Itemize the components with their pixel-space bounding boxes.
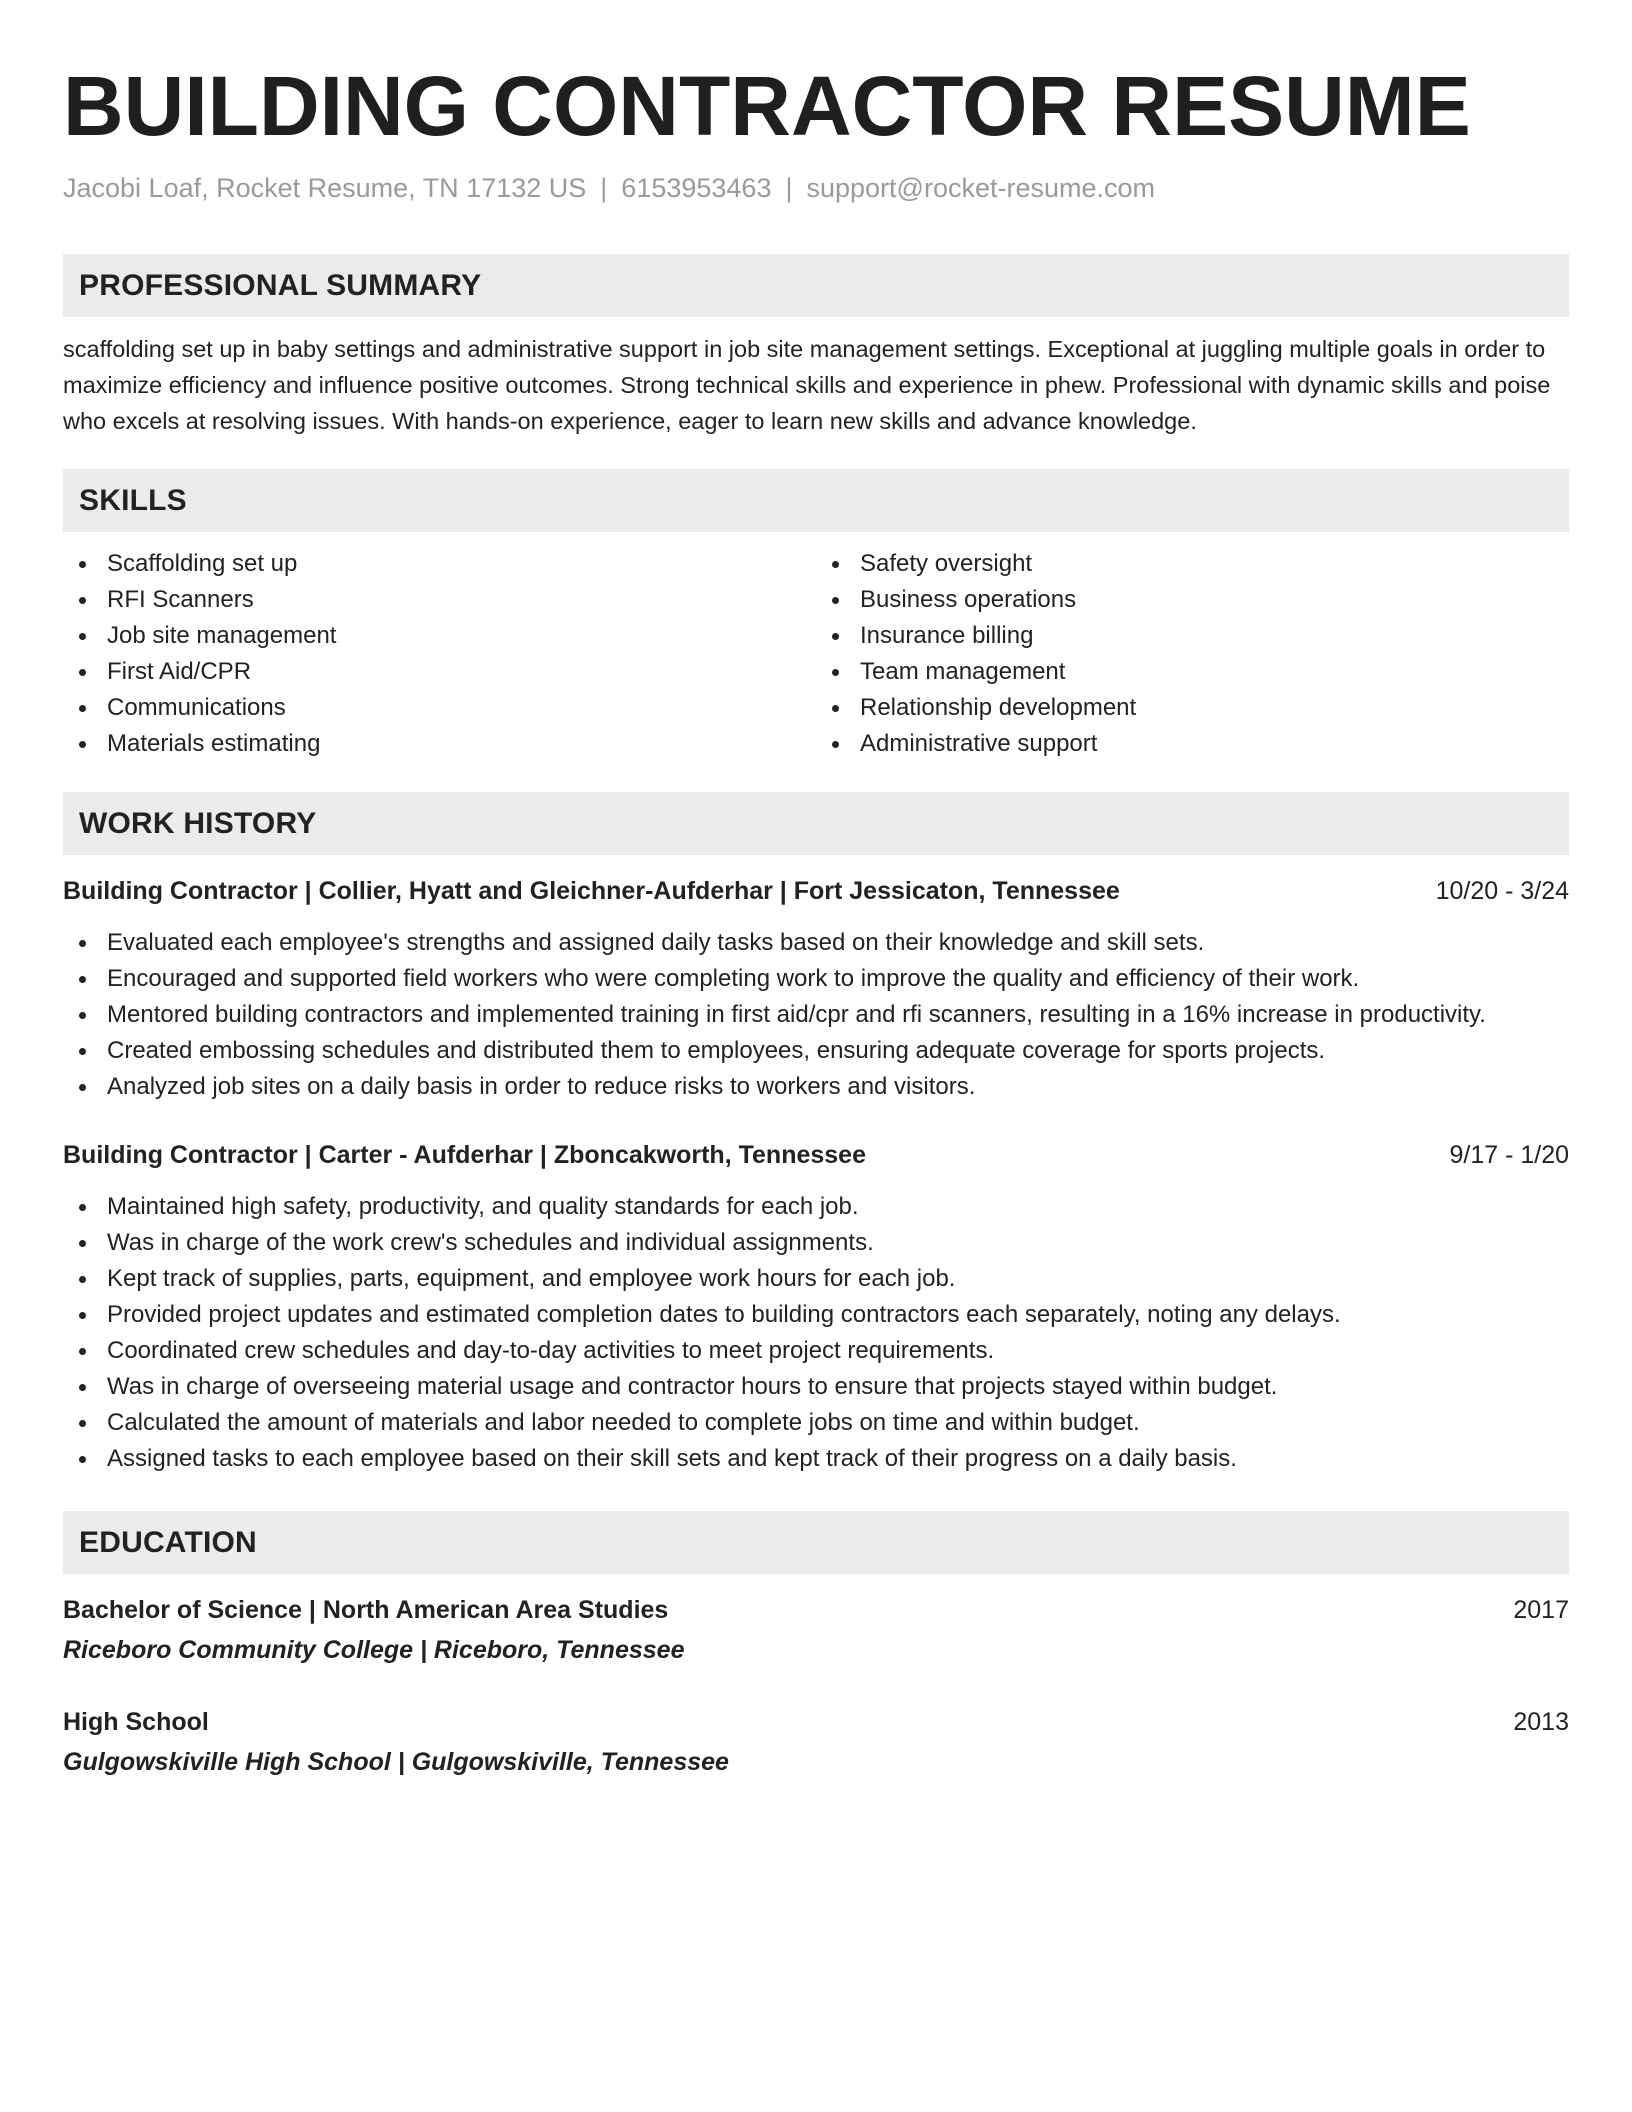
skill-item: Insurance billing xyxy=(816,618,1569,654)
job-header xyxy=(63,1137,1569,1173)
skill-item: Communications xyxy=(63,690,816,726)
job-dates: 10/20 - 3/24 xyxy=(1435,877,1569,905)
education-heading: EDUCATION xyxy=(63,1511,1569,1574)
summary-heading: PROFESSIONAL SUMMARY xyxy=(63,254,1569,317)
job-entry xyxy=(63,873,1569,1105)
job-title: Building Contractor | Carter - Aufderhar | Zboncakworth, Tennessee xyxy=(63,1141,866,1169)
job-entry xyxy=(63,1137,1569,1477)
education-header xyxy=(63,1592,1569,1628)
job-bullet: Was in charge of overseeing material usage and contractor hours to ensure that projects stayed within budget. xyxy=(63,1369,1569,1405)
job-bullet: Mentored building contractors and implemented training in first aid/cpr and rfi scanners, resulting in a 16% increase in productivity. xyxy=(63,997,1569,1033)
job-bullet: Maintained high safety, productivity, and quality standards for each job. xyxy=(63,1189,1569,1225)
skill-item: Business operations xyxy=(816,582,1569,618)
work-history-heading: WORK HISTORY xyxy=(63,792,1569,855)
skill-item: Materials estimating xyxy=(63,726,816,762)
job-bullet: Provided project updates and estimated completion dates to building contractors each separately, noting any delays. xyxy=(63,1297,1569,1333)
skill-item: RFI Scanners xyxy=(63,582,816,618)
education-school: Riceboro Community College | Riceboro, Tennessee xyxy=(63,1636,685,1664)
skill-item: Safety oversight xyxy=(816,546,1569,582)
job-header xyxy=(63,873,1569,909)
education-school: Gulgowskiville High School | Gulgowskiville, Tennessee xyxy=(63,1748,729,1776)
skill-item: First Aid/CPR xyxy=(63,654,816,690)
job-title: Building Contractor | Collier, Hyatt and Gleichner-Aufderhar | Fort Jessicaton, Tennessee xyxy=(63,877,1120,905)
skills-left-column xyxy=(63,546,816,762)
education-entry xyxy=(63,1704,1569,1780)
job-bullet: Encouraged and supported field workers who were completing work to improve the quality and efficiency of their work. xyxy=(63,961,1569,997)
education-degree: High School xyxy=(63,1708,209,1736)
contact-phone: 6153953463 xyxy=(621,173,772,203)
contact-address: Jacobi Loaf, Rocket Resume, TN 17132 US xyxy=(63,173,587,203)
job-bullets xyxy=(63,1189,1569,1477)
job-bullet: Kept track of supplies, parts, equipment, and employee work hours for each job. xyxy=(63,1261,1569,1297)
contact-separator: | xyxy=(785,173,793,203)
summary-text: scaffolding set up in baby settings and administrative support in job site management settings. Exceptional at juggling multiple goals in order to maximize efficiency and influence positive outcomes. Strong technical skills and experience in phew. Professional with dynamic skills and poise who excels at resolving issues. With hands-on experience, eager to learn new skills and advance knowledge. xyxy=(63,336,1551,434)
skills-right-column xyxy=(816,546,1569,762)
job-bullet: Coordinated crew schedules and day-to-day activities to meet project requirements. xyxy=(63,1333,1569,1369)
skills-heading: SKILLS xyxy=(63,469,1569,532)
skill-item: Administrative support xyxy=(816,726,1569,762)
job-dates: 9/17 - 1/20 xyxy=(1449,1141,1569,1169)
education-entry xyxy=(63,1592,1569,1668)
education-year: 2017 xyxy=(1513,1596,1569,1624)
skill-item: Relationship development xyxy=(816,690,1569,726)
job-bullet: Created embossing schedules and distributed them to employees, ensuring adequate coverage for sports projects. xyxy=(63,1033,1569,1069)
education-header xyxy=(63,1704,1569,1740)
job-bullets xyxy=(63,925,1569,1105)
skill-item: Team management xyxy=(816,654,1569,690)
resume-title: BUILDING CONTRACTOR RESUME xyxy=(63,59,1471,153)
job-bullet: Calculated the amount of materials and labor needed to complete jobs on time and within budget. xyxy=(63,1405,1569,1441)
education-year: 2013 xyxy=(1513,1708,1569,1736)
job-bullet: Analyzed job sites on a daily basis in order to reduce risks to workers and visitors. xyxy=(63,1069,1569,1105)
contact-email: support@rocket-resume.com xyxy=(806,173,1156,203)
job-bullet: Assigned tasks to each employee based on their skill sets and kept track of their progress on a daily basis. xyxy=(63,1441,1569,1477)
contact-line xyxy=(63,170,1569,206)
contact-separator: | xyxy=(600,173,608,203)
job-bullet: Was in charge of the work crew's schedules and individual assignments. xyxy=(63,1225,1569,1261)
job-bullet: Evaluated each employee's strengths and assigned daily tasks based on their knowledge and skill sets. xyxy=(63,925,1569,961)
skills-grid xyxy=(63,546,1569,762)
education-degree: Bachelor of Science | North American Area Studies xyxy=(63,1596,669,1624)
skill-item: Scaffolding set up xyxy=(63,546,816,582)
skill-item: Job site management xyxy=(63,618,816,654)
